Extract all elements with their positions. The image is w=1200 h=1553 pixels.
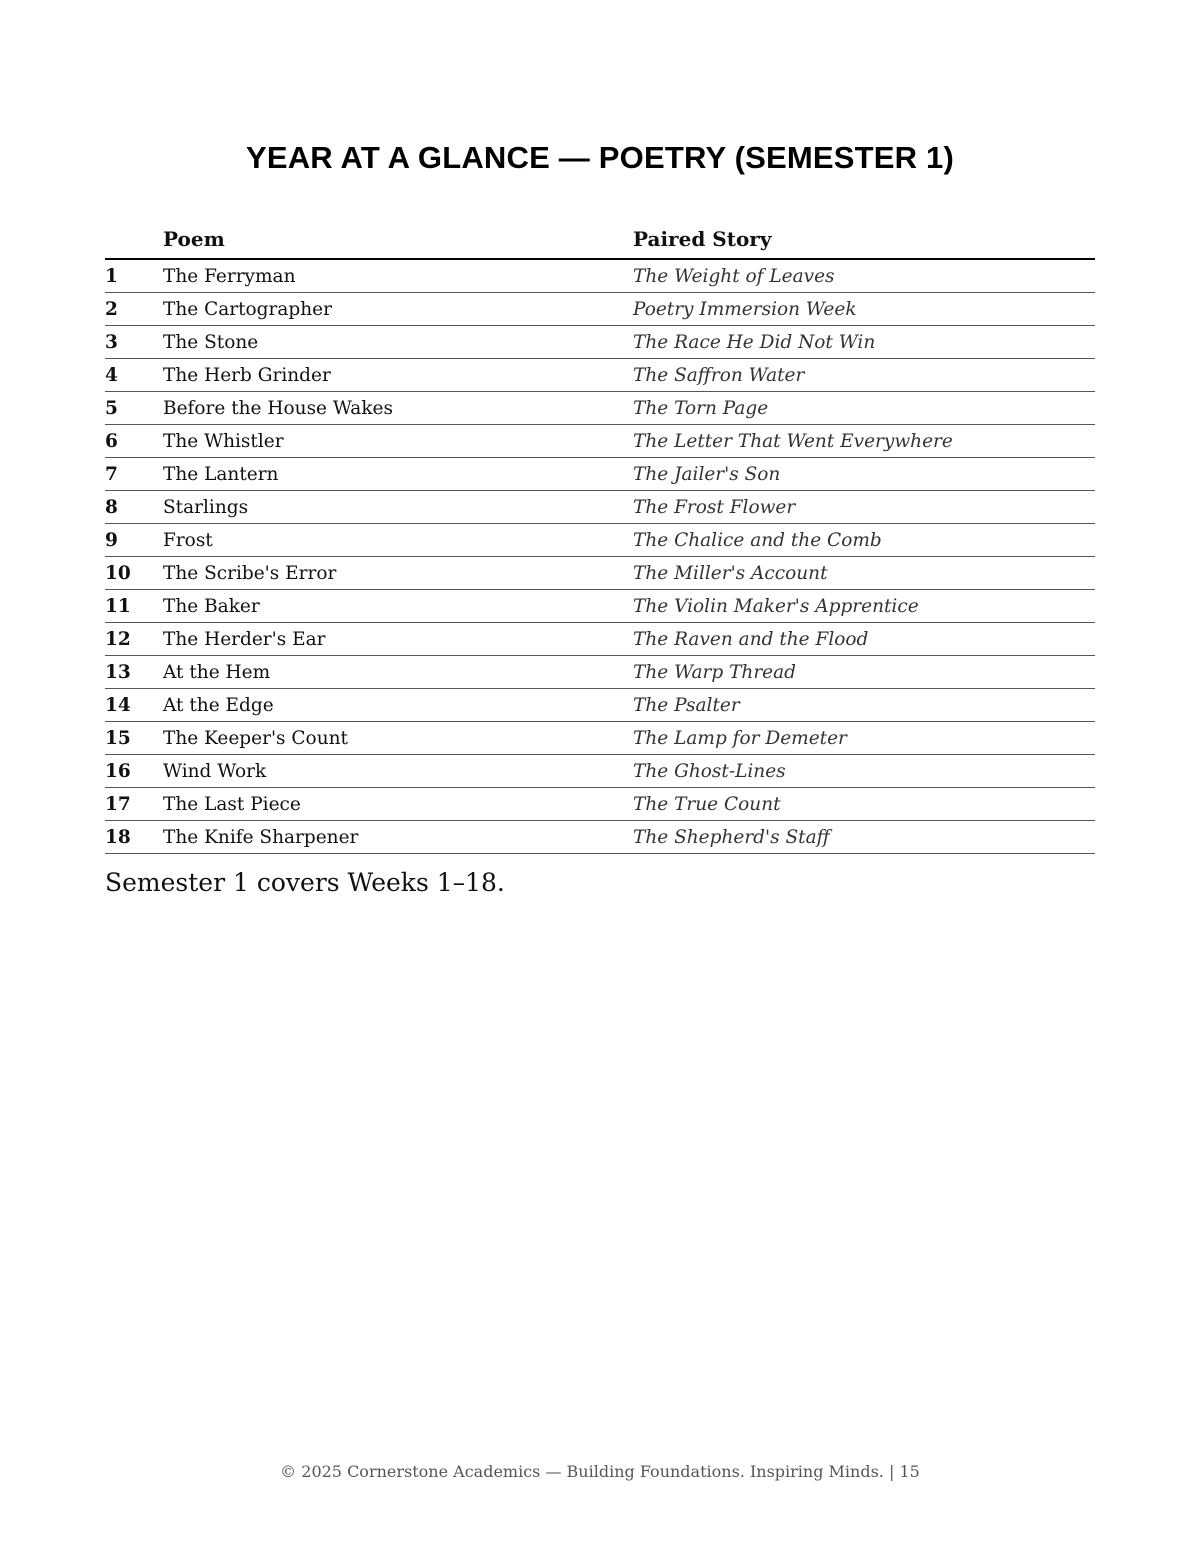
- row-poem: At the Edge: [163, 689, 633, 722]
- row-number: 15: [105, 722, 163, 755]
- row-paired-story: The Weight of Leaves: [633, 259, 1095, 293]
- page-footer: © 2025 Cornerstone Academics — Building Foundations. Inspiring Minds. | 15: [280, 1462, 920, 1481]
- row-paired-story: The Frost Flower: [633, 491, 1095, 524]
- row-number: 2: [105, 293, 163, 326]
- header-number: [105, 220, 163, 259]
- row-paired-story: The Ghost-Lines: [633, 755, 1095, 788]
- row-number: 12: [105, 623, 163, 656]
- row-poem: The Herder's Ear: [163, 623, 633, 656]
- row-poem: The Last Piece: [163, 788, 633, 821]
- page-title: YEAR AT A GLANCE — POETRY (SEMESTER 1): [245, 140, 955, 175]
- table-row: [105, 755, 1095, 788]
- row-poem: The Lantern: [163, 458, 633, 491]
- row-number: 6: [105, 425, 163, 458]
- table-row: [105, 524, 1095, 557]
- row-paired-story: The Shepherd's Staff: [633, 821, 1095, 854]
- row-number: 5: [105, 392, 163, 425]
- row-number: 1: [105, 259, 163, 293]
- row-number: 9: [105, 524, 163, 557]
- row-paired-story: The Letter That Went Everywhere: [633, 425, 1095, 458]
- row-paired-story: The Psalter: [633, 689, 1095, 722]
- row-poem: The Whistler: [163, 425, 633, 458]
- semester-note: Semester 1 covers Weeks 1–18.: [105, 868, 505, 897]
- table-body: [105, 259, 1095, 854]
- row-paired-story: The Lamp for Demeter: [633, 722, 1095, 755]
- row-poem: Wind Work: [163, 755, 633, 788]
- table-row: [105, 557, 1095, 590]
- table-row: [105, 392, 1095, 425]
- table-row: [105, 689, 1095, 722]
- row-number: 8: [105, 491, 163, 524]
- row-number: 17: [105, 788, 163, 821]
- row-number: 4: [105, 359, 163, 392]
- table-row: [105, 590, 1095, 623]
- table-row: [105, 359, 1095, 392]
- row-number: 10: [105, 557, 163, 590]
- table-row: [105, 293, 1095, 326]
- table-row: [105, 491, 1095, 524]
- row-number: 14: [105, 689, 163, 722]
- row-number: 3: [105, 326, 163, 359]
- table-row: [105, 623, 1095, 656]
- row-paired-story: The Race He Did Not Win: [633, 326, 1095, 359]
- row-poem: Before the House Wakes: [163, 392, 633, 425]
- row-number: 11: [105, 590, 163, 623]
- table-row: [105, 326, 1095, 359]
- row-poem: At the Hem: [163, 656, 633, 689]
- header-paired-story: Paired Story: [633, 220, 1095, 259]
- table-row: [105, 458, 1095, 491]
- row-paired-story: The Saffron Water: [633, 359, 1095, 392]
- row-poem: The Ferryman: [163, 259, 633, 293]
- row-paired-story: Poetry Immersion Week: [633, 293, 1095, 326]
- table-row: [105, 656, 1095, 689]
- row-paired-story: The Torn Page: [633, 392, 1095, 425]
- row-paired-story: The Jailer's Son: [633, 458, 1095, 491]
- row-paired-story: The Warp Thread: [633, 656, 1095, 689]
- table-header-row: [105, 220, 1095, 259]
- row-poem: The Herb Grinder: [163, 359, 633, 392]
- table-row: [105, 722, 1095, 755]
- row-poem: Frost: [163, 524, 633, 557]
- table-row: [105, 425, 1095, 458]
- row-paired-story: The Violin Maker's Apprentice: [633, 590, 1095, 623]
- table-row: [105, 821, 1095, 854]
- poetry-schedule-table: [105, 220, 1095, 854]
- row-paired-story: The Raven and the Flood: [633, 623, 1095, 656]
- row-poem: Starlings: [163, 491, 633, 524]
- row-poem: The Knife Sharpener: [163, 821, 633, 854]
- row-number: 16: [105, 755, 163, 788]
- table-row: [105, 788, 1095, 821]
- row-number: 18: [105, 821, 163, 854]
- row-paired-story: The True Count: [633, 788, 1095, 821]
- table-row: [105, 259, 1095, 293]
- row-poem: The Cartographer: [163, 293, 633, 326]
- row-number: 13: [105, 656, 163, 689]
- header-poem: Poem: [163, 220, 633, 259]
- row-number: 7: [105, 458, 163, 491]
- row-poem: The Baker: [163, 590, 633, 623]
- row-paired-story: The Chalice and the Comb: [633, 524, 1095, 557]
- row-poem: The Scribe's Error: [163, 557, 633, 590]
- row-poem: The Keeper's Count: [163, 722, 633, 755]
- row-paired-story: The Miller's Account: [633, 557, 1095, 590]
- row-poem: The Stone: [163, 326, 633, 359]
